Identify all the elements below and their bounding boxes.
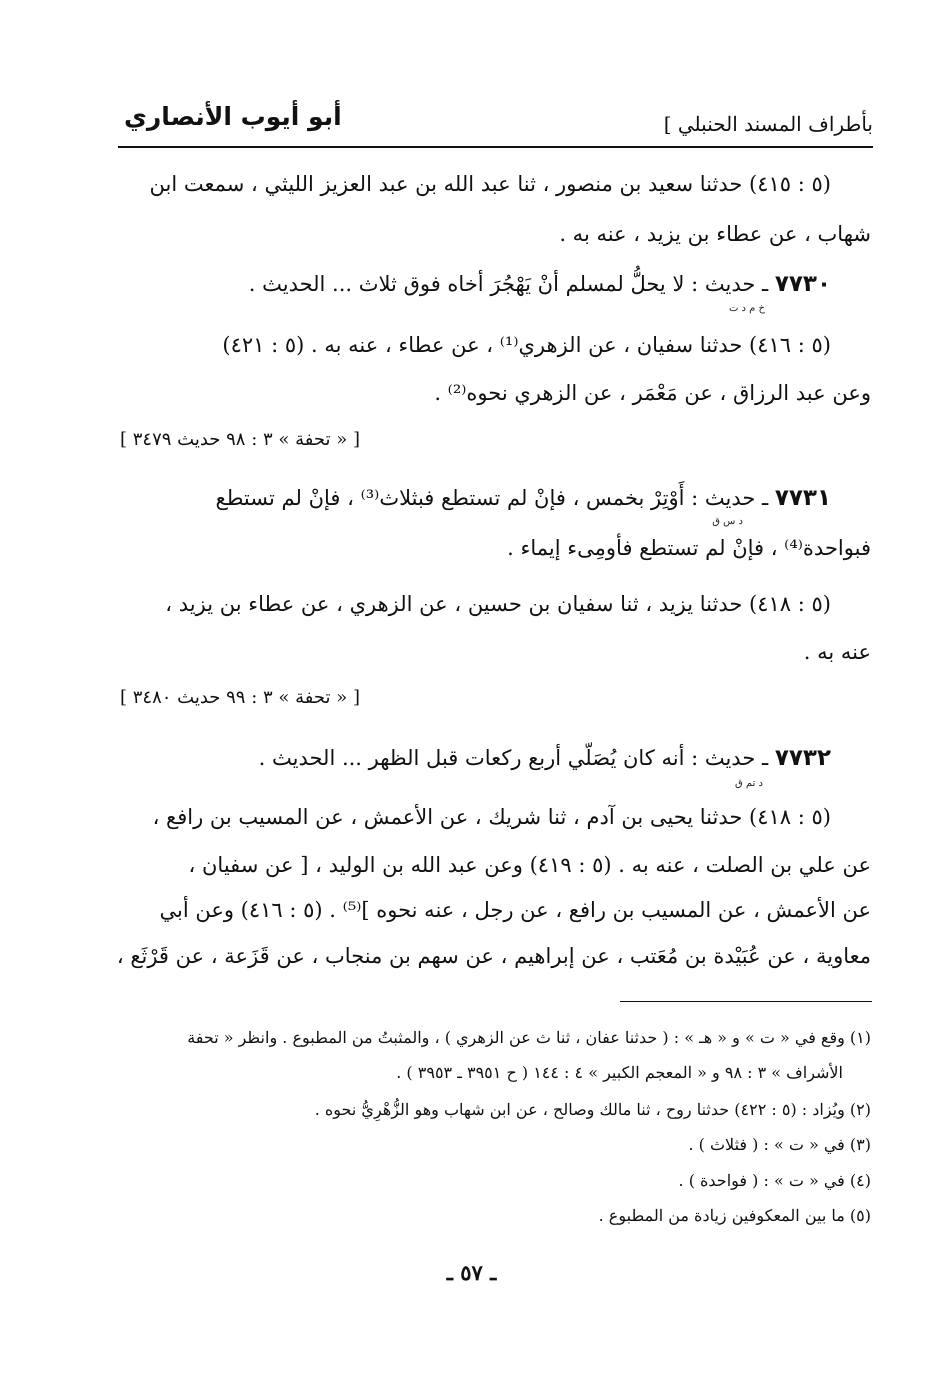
isnad-line-416: (٥ : ٤١٦) حدثنا سفيان ، عن الزهري⁽¹⁾ ، عن عطاء ، عنه به . (٥ : ٤٢١) [222,333,831,357]
hadith-text: ـ حديث : أنه كان يُصَلّي أربع ركعات قبل الظهر ... الحديث . [258,746,769,770]
running-header [118,100,873,148]
volume-title: أبو أيوب الأنصاري [124,102,342,131]
isnad-line-418-cont: عنه به . [803,640,871,664]
isnad-line-415: (٥ : ٤١٥) حدثنا سعيد بن منصور ، ثنا عبد الله بن عبد العزيز الليثي ، سمعت ابن [149,172,831,196]
hadith-number: ٧٧٣٠ [774,271,831,297]
hadith-sigla: خ م د ت [728,303,765,314]
page-number: ـ ٥٧ ـ [446,1260,497,1285]
isnad-line-416b: عن الأعمش ، عن المسيب بن رافع ، عن رجل ، عنه نحوه ]⁽⁵⁾ . (٥ : ٤١٦) وعن أبي [159,898,871,922]
isnad-line-418: (٥ : ٤١٨) حدثنا يزيد ، ثنا سفيان بن حسين ، عن الزهري ، عن عطاء بن يزيد ، [165,592,831,616]
hadith-7732 [259,745,831,773]
footnote-4: (٤) في « ت » : ( فواحدة ) . [678,1171,871,1190]
hadith-7731-cont: فبواحدة⁽⁴⁾ ، فإنْ لم تستطع فأومِىء إيماء . [507,536,871,560]
book-title: بأطراف المسند الحنبلي ] [663,112,873,136]
hadith-text: ـ حديث : أَوْتِرْ بخمس ، فإنْ لم تستطع فبثلاث⁽³⁾ ، فإنْ لم تستطع [215,486,769,510]
isnad-line-416-cont: وعن عبد الرزاق ، عن مَعْمَر ، عن الزهري نحوه⁽²⁾ . [434,381,871,405]
isnad-line-418b: (٥ : ٤١٨) حدثنا يحيى بن آدم ، ثنا شريك ، عن الأعمش ، عن المسيب بن رافع ، [152,805,831,829]
footnote-separator [620,1001,872,1002]
footnote-1-cont: الأشراف » ٣ : ٩٨ و « المعجم الكبير » ٤ : ١٤٤ ( ح ٣٩٥١ ـ ٣٩٥٣ ) . [396,1063,843,1082]
footnote-5: (٥) ما بين المعكوفين زيادة من المطبوع . [598,1206,871,1225]
footnote-1: (١) وقع في « ت » و « هـ » : ( حدثنا عفان ، ثنا ث عن الزهري ) ، والمثبتُ من المطبوع . وانظر « تحفة [187,1028,871,1047]
isnad-line-419: عن علي بن الصلت ، عنه به . (٥ : ٤١٩) وعن عبد الله بن الوليد ، [ عن سفيان ، [188,853,871,877]
isnad-line-415-cont: شهاب ، عن عطاء بن يزيد ، عنه به . [559,222,871,246]
footnote-2: (٢) ويُزاد : (٥ : ٤٢٢) حدثنا روح ، ثنا مالك وصالح ، عن ابن شهاب وهو الزُّهْرِيُّ نحوه . [314,1100,871,1119]
hadith-text: ـ حديث : لا يحلُّ لمسلم أنْ يَهْجُرَ أخاه فوق ثلاث ... الحديث . [248,272,769,296]
hadith-number: ٧٧٣٢ [774,745,831,771]
tuhfa-reference: [ « تحفة » ٣ : ٩٨ حديث ٣٤٧٩ ] [120,429,360,450]
footnote-3: (٣) في « ت » : ( فثلاث ) . [688,1135,871,1154]
hadith-7730 [249,271,831,299]
isnad-line-416b-cont: معاوية ، عن عُبَيْدة بن مُعَتب ، عن إبراهيم ، عن سهم بن منجاب ، عن قَزَعة ، عن قَرْثَع ، [116,944,871,968]
hadith-7731 [216,485,831,513]
hadith-sigla: د تم ق [734,778,763,789]
hadith-number: ٧٧٣١ [774,485,831,511]
hadith-sigla: د س ق [712,516,743,527]
tuhfa-reference: [ « تحفة » ٣ : ٩٩ حديث ٣٤٨٠ ] [120,687,360,708]
